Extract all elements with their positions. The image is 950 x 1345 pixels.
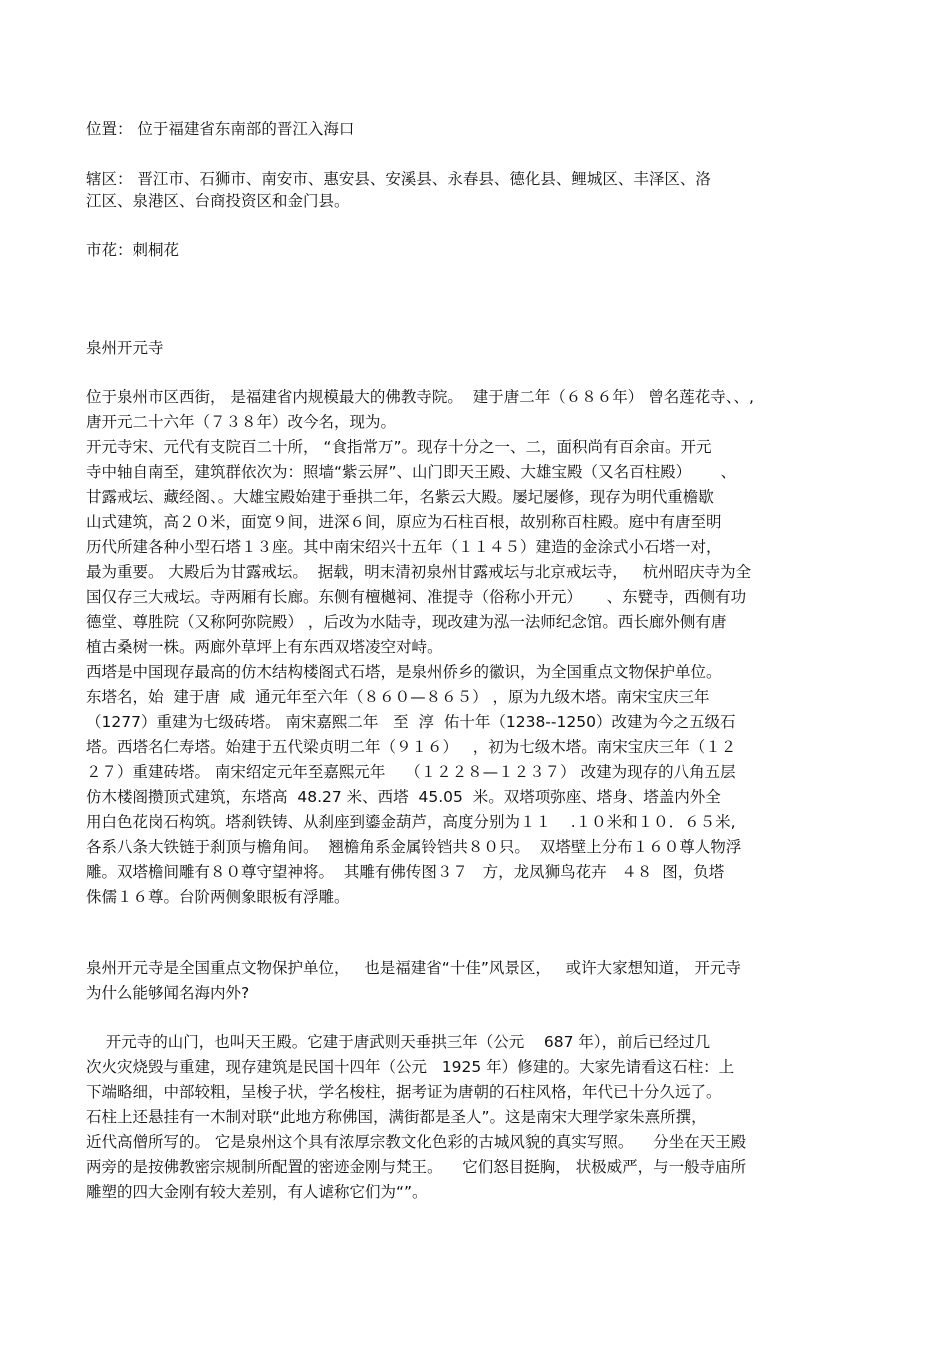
- body-line-1: 位于泉州市区西街， 是福建省内规模最大的佛教寺院。 建于唐二年（６８６年） 曾名莲花寺、、,: [86, 388, 754, 406]
- gate-line-1: 开元寺的山门，也叫天王殿。它建于唐武则天垂拱三年（公元 687 年），前后已经过几: [86, 1033, 711, 1051]
- body-line-18: 用白色花岗石构筑。塔刹铁铸、从刹座到鎏金葫芦，高度分别为１１ .１０米和１０．６５米,: [86, 813, 736, 831]
- body-line-8: 最为重要。 大殿后为甘露戒坛。 据载，明末清初泉州甘露戒坛与北京戒坛寺， 杭州昭庆寺为全: [86, 563, 752, 581]
- gate-line-5: 近代高僧所写的。 它是泉州这个具有浓厚宗教文化色彩的古城风貌的真实写照。 分坐在天王殿: [86, 1133, 747, 1151]
- body-line-6: 山式建筑，高２０米，面宽９间，进深６间，原应为石柱百根，故别称百柱殿。庭中有唐至明: [86, 513, 722, 531]
- gate-line-3: 下端略细，中部较粗，呈梭子状，学名梭柱，据考证为唐朝的石柱风格，年代已十分久远了。: [86, 1083, 722, 1101]
- gate-line-7: 雕塑的四大金刚有较大差别，有人谑称它们为“”。: [86, 1183, 428, 1201]
- body-line-20: 雕。双塔檐间雕有８０尊守望神将。 其雕有佛传图３７ 方，龙凤狮鸟花卉 ４８ 图，负塔: [86, 863, 725, 881]
- district-line-2: 江区、泉港区、台商投资区和金门县。: [86, 192, 350, 210]
- body-line-13: 东塔名，始 建于唐 咸 通元年至六年（８６０—８６５） ，原为九级木塔。南宋宝庆三年: [86, 688, 710, 706]
- district-line-1: 辖区： 晋江市、石狮市、南安市、惠安县、安溪县、永春县、德化县、鲤城区、丰泽区、洛: [86, 170, 711, 188]
- body-line-14: （1277）重建为七级砖塔。 南宋嘉熙二年 至 淳 佑十年（1238--1250）改建为今之五级石: [86, 713, 736, 731]
- body-line-12: 西塔是中国现存最高的仿木结构楼阁式石塔，是泉州侨乡的徽识，为全国重点文物保护单位。: [86, 663, 722, 681]
- body-line-5: 甘露戒坛、藏经阁、。大雄宝殿始建于垂拱二年，名紫云大殿。屡圮屡修，现存为明代重檐歇: [86, 488, 714, 506]
- body-line-10: 德堂、尊胜院（又称阿弥院殿） ，后改为水陆寺，现改建为泓一法师纪念馆。西长廊外侧有唐: [86, 613, 727, 631]
- intro-line-2: 为什么能够闻名海内外?: [86, 984, 250, 1002]
- location-line: 位置： 位于福建省东南部的晋江入海口: [86, 120, 355, 138]
- body-line-21: 侏儒１６尊。台阶两侧象眼板有浮雕。: [86, 888, 350, 906]
- body-line-11: 植古桑树一株。两廊外草坪上有东西双塔凌空对峙。: [86, 638, 443, 656]
- body-line-7: 历代所建各种小型石塔１３座。其中南宋绍兴十五年（１１４５）建造的金涂式小石塔一对，: [86, 538, 722, 556]
- body-line-17: 仿木楼阁攒顶式建筑，东塔高 48.27 米、西塔 45.05 米。双塔项弥座、塔身、塔盖内外全: [86, 788, 721, 806]
- body-line-2: 唐开元二十六年（７３８年）改今名，现为。: [86, 413, 397, 431]
- gate-line-2: 次火灾烧毁与重建，现存建筑是民国十四年（公元 1925 年）修建的。大家先请看这石柱：上: [86, 1058, 735, 1076]
- city-flower-line: 市花：刺桐花: [86, 241, 180, 259]
- body-line-9: 国仅存三大戒坛。寺两厢有长廊。东侧有檀樾祠、准提寺（俗称小开元） 、东甓寺，西侧有功: [86, 588, 747, 606]
- gate-line-4: 石柱上还悬挂有一木制对联“此地方称佛国，满街都是圣人”。这是南宋大理学家朱熹所撰，: [86, 1108, 707, 1126]
- body-line-3: 开元寺宋、元代有支院百二十所， “食指常万”。现存十分之一、二，面积尚有百余亩。开元: [86, 438, 712, 456]
- section-title: 泉州开元寺: [86, 339, 164, 357]
- body-line-4: 寺中轴自南至，建筑群依次为：照墙“紫云屏”、山门即天王殿、大雄宝殿（又名百柱殿） 、: [86, 463, 737, 481]
- gate-line-6: 两旁的是按佛教密宗规制所配置的密迹金刚与梵王。 它们怒目挺胸， 状极威严，与一般寺庙所: [86, 1158, 747, 1176]
- body-line-16: ２７）重建砖塔。 南宋绍定元年至嘉熙元年 （１２２８—１２３７） 改建为现存的八角五层: [86, 763, 736, 781]
- intro-line-1: 泉州开元寺是全国重点文物保护单位， 也是福建省“十佳”风景区， 或许大家想知道， 开元寺: [86, 959, 742, 977]
- body-line-15: 塔。西塔名仁寿塔。始建于五代梁贞明二年（９１６） ，初为七级木塔。南宋宝庆三年（１２: [86, 738, 737, 756]
- body-line-19: 各系八条大铁链于刹顶与檐角间。 翘檐角系金属铃铛共８０只。 双塔壁上分布１６０尊人物浮: [86, 838, 742, 856]
